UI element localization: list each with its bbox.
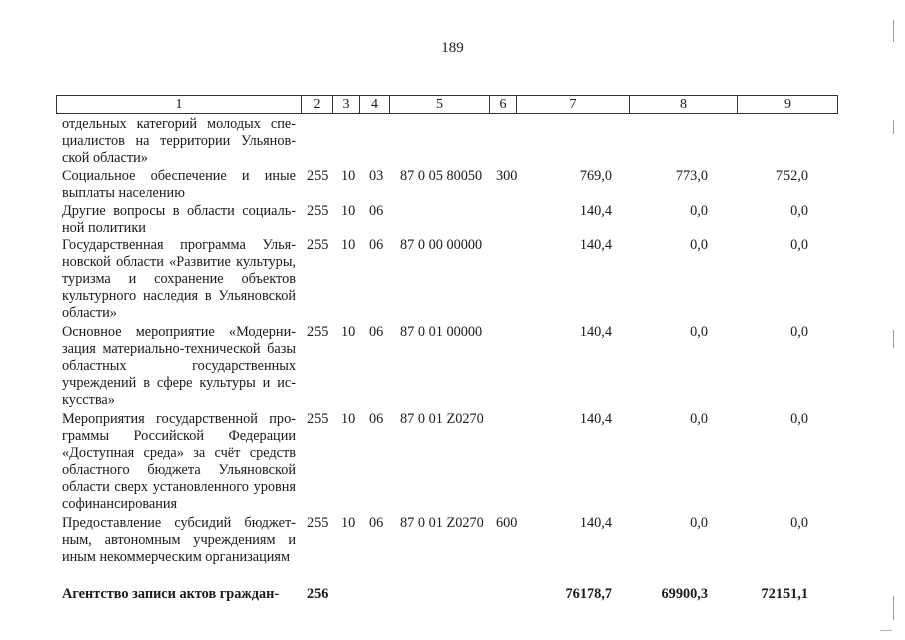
page-number: 189 — [441, 40, 464, 56]
row-section: 10 — [341, 237, 356, 253]
row-code: 255 — [307, 203, 329, 219]
scan-artifact — [893, 596, 894, 620]
column-header-7: 7 — [517, 96, 630, 114]
row-target-article: 87 0 05 80050 — [400, 168, 483, 184]
column-header-1: 1 — [57, 96, 302, 114]
row-value-col7: 140,4 — [579, 411, 612, 427]
row-subsection: 06 — [369, 203, 384, 219]
row-value-col9: 752,0 — [775, 168, 808, 184]
scan-artifact — [893, 120, 894, 134]
row-value-col7: 140,4 — [579, 237, 612, 253]
row-description: Агентство записи актов граждан- — [62, 586, 280, 602]
row-subsection: 06 — [369, 515, 384, 531]
column-header-5: 5 — [390, 96, 490, 114]
row-code: 255 — [307, 237, 329, 253]
row-code: 255 — [307, 411, 329, 427]
row-value-col9: 0,0 — [790, 515, 808, 531]
row-code: 256 — [307, 586, 329, 602]
row-description: Предоставление субсидий бюджетным, автономным учреждениям и иным некоммерческим организациям — [62, 515, 296, 565]
row-description: Мероприятия государственной программы Российской Федерации «Доступная среда» за счёт средств областного бюджета Ульяновской области сверх установленного уровня софинансирования — [62, 411, 296, 512]
row-description: Другие вопросы в области социальной политики — [62, 203, 296, 236]
row-expense-type: 300 — [496, 168, 518, 184]
row-value-col7: 140,4 — [579, 324, 612, 340]
scan-artifact — [880, 630, 892, 631]
row-subsection: 06 — [369, 411, 384, 427]
scan-artifact — [893, 20, 894, 42]
column-header-2: 2 — [302, 96, 333, 114]
row-section: 10 — [341, 324, 356, 340]
row-section: 10 — [341, 411, 356, 427]
row-value-col8: 69900,3 — [661, 586, 708, 602]
row-target-article: 87 0 01 Z0270 — [400, 515, 484, 531]
row-value-col7: 76178,7 — [565, 586, 612, 602]
scan-artifact — [893, 330, 894, 348]
row-description: Социальное обеспечение и иные выплаты населению — [62, 168, 296, 201]
row-description: отдельных категорий молодых специалистов на территории Ульяновской области» — [62, 116, 296, 166]
row-subsection: 06 — [369, 324, 384, 340]
row-target-article: 87 0 01 00000 — [400, 324, 483, 340]
row-value-col9: 72151,1 — [761, 586, 808, 602]
row-value-col8: 0,0 — [690, 411, 708, 427]
row-value-col7: 769,0 — [579, 168, 612, 184]
row-value-col7: 140,4 — [579, 515, 612, 531]
row-value-col8: 0,0 — [690, 237, 708, 253]
row-value-col8: 773,0 — [675, 168, 708, 184]
row-value-col8: 0,0 — [690, 324, 708, 340]
row-target-article: 87 0 01 Z0270 — [400, 411, 484, 427]
column-header-3: 3 — [333, 96, 360, 114]
row-section: 10 — [341, 203, 356, 219]
row-value-col7: 140,4 — [579, 203, 612, 219]
row-subsection: 03 — [369, 168, 384, 184]
row-target-article: 87 0 00 00000 — [400, 237, 483, 253]
row-description: Основное мероприятие «Модернизация материально-технической базы областных государственных учреждений в сфере культуры и искусства» — [62, 324, 296, 408]
row-section: 10 — [341, 515, 356, 531]
row-value-col9: 0,0 — [790, 203, 808, 219]
row-value-col8: 0,0 — [690, 203, 708, 219]
column-header-9: 9 — [738, 96, 838, 114]
row-expense-type: 600 — [496, 515, 518, 531]
row-code: 255 — [307, 515, 329, 531]
row-code: 255 — [307, 324, 329, 340]
column-header-8: 8 — [630, 96, 738, 114]
row-code: 255 — [307, 168, 329, 184]
row-description: Государственная программа Ульяновской области «Развитие культуры, туризма и сохранение объектов культурного наследия в Ульяновской области» — [62, 237, 296, 321]
row-subsection: 06 — [369, 237, 384, 253]
row-value-col9: 0,0 — [790, 324, 808, 340]
column-header-6: 6 — [490, 96, 517, 114]
row-section: 10 — [341, 168, 356, 184]
row-value-col9: 0,0 — [790, 237, 808, 253]
row-value-col8: 0,0 — [690, 515, 708, 531]
column-header-4: 4 — [360, 96, 390, 114]
row-value-col9: 0,0 — [790, 411, 808, 427]
